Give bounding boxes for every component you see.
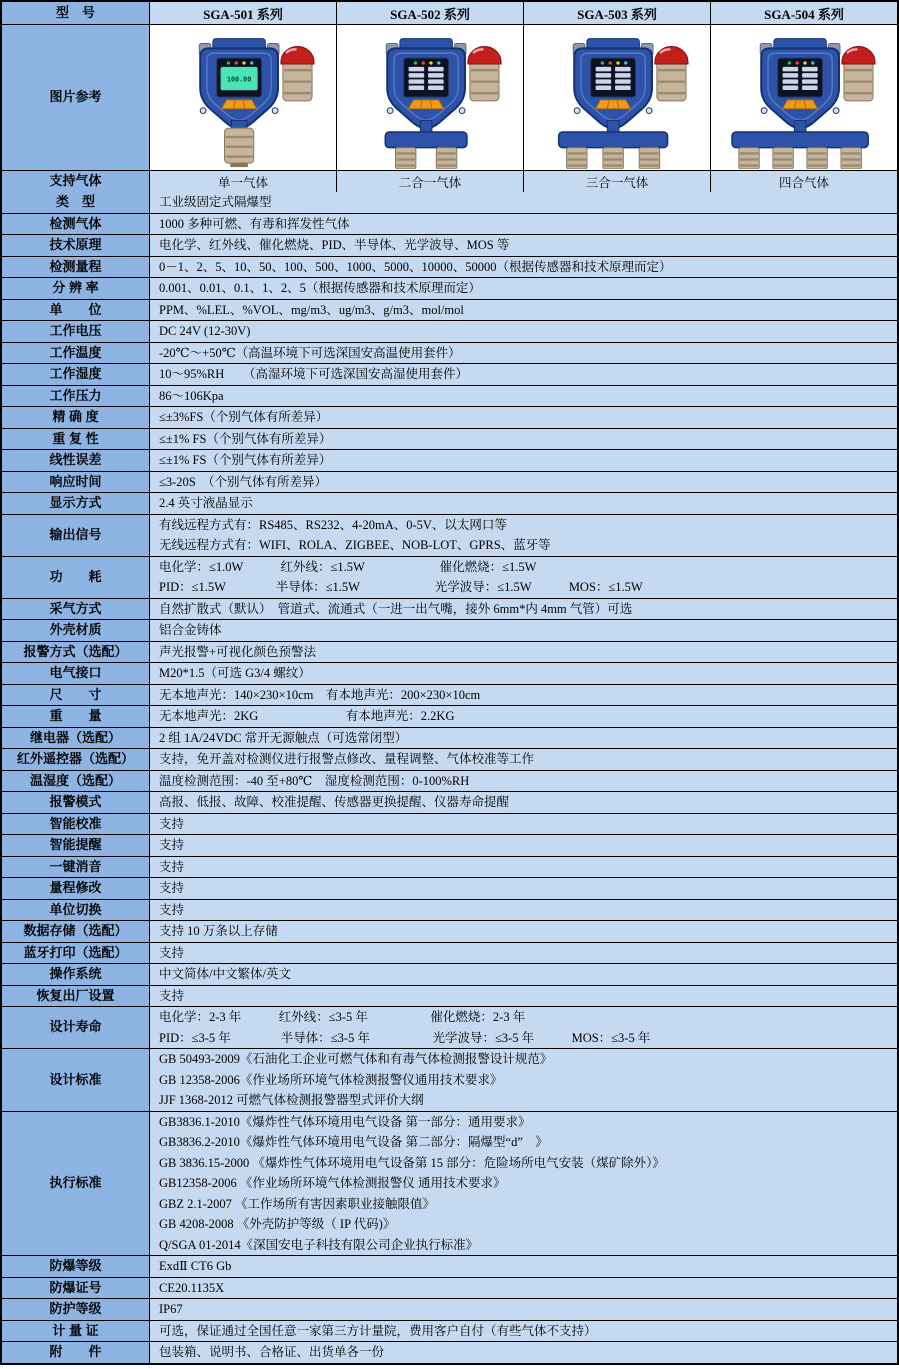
spec-row-14 (2, 492, 897, 514)
spec-row-label: 检测量程 (2, 257, 150, 278)
spec-value-line: -20℃～+50℃（高温环境下可选深国安高温使用套件） (159, 345, 461, 360)
spec-value-line: 无线远程方式有：WIFI、ROLA、ZIGBEE、NOB-LOT、GPRS、蓝牙等 (159, 538, 551, 552)
image-reference-row (2, 24, 897, 170)
spec-row-value (150, 257, 897, 278)
spec-row-value (150, 1007, 897, 1048)
device-illustration (528, 27, 706, 169)
spec-row-label: 数据存储（选配） (2, 921, 150, 942)
spec-value-line: GB 4208-2008 《外壳防护等级（ IP 代码)》 (159, 1217, 396, 1231)
spec-row-value (150, 1112, 897, 1256)
spec-row-label: 计 量 证 (2, 1321, 150, 1342)
spec-row-32 (2, 920, 897, 942)
spec-row-label: 温湿度（选配） (2, 771, 150, 792)
spec-row-25 (2, 770, 897, 792)
gas-type-sga-503: 三合一气体 (524, 171, 711, 192)
spec-value-line: Q/SGA 01-2014《深国安电子科技有限公司企业执行标准》 (159, 1237, 479, 1252)
spec-row-29 (2, 856, 897, 878)
spec-row-value (150, 663, 897, 684)
spec-value-line: 支持 10 万条以上存储 (159, 924, 278, 938)
row-label-supported-gas: 支持气体 (2, 171, 150, 192)
spec-value-line: GB 12358-2006《作业场所环境气体检测报警仪通用技术要求》 (159, 1072, 503, 1087)
spec-row-value (150, 706, 897, 727)
spec-row-label: 线性误差 (2, 450, 150, 471)
spec-row-value (150, 515, 897, 556)
spec-value-line: 86～106Kpa (159, 388, 224, 403)
spec-row-6 (2, 320, 897, 342)
spec-row-value (150, 1342, 897, 1363)
spec-row-23 (2, 727, 897, 749)
spec-row-label: 智能提醒 (2, 835, 150, 856)
spec-row-value (150, 450, 897, 471)
spec-row-43 (2, 1341, 897, 1363)
spec-row-value (150, 1049, 897, 1111)
spec-row-41 (2, 1298, 897, 1320)
spec-row-0 (2, 192, 897, 213)
spec-value-line: IP67 (159, 1302, 183, 1316)
spec-row-value (150, 943, 897, 964)
spec-value-line: 中文简体/中文繁体/英文 (159, 967, 291, 981)
spec-row-label: 防护等级 (2, 1299, 150, 1320)
spec-value-line: 支持，免开盖对检测仪进行报警点修改、量程调整、气体校准等工作 (159, 752, 535, 766)
spec-value-line: 包装箱、说明书、合格证、出货单各一份 (159, 1345, 385, 1359)
spec-row-value (150, 321, 897, 342)
spec-row-value (150, 192, 897, 213)
spec-row-19 (2, 641, 897, 663)
spec-rows-container (2, 192, 897, 1363)
spec-row-label: 响应时间 (2, 472, 150, 493)
spec-row-label: 单 位 (2, 300, 150, 321)
spec-value-line: CE20.1135X (159, 1280, 225, 1295)
spec-row-label: 电气接口 (2, 663, 150, 684)
spec-row-4 (2, 277, 897, 299)
row-label-model: 型 号 (2, 2, 150, 24)
spec-row-value (150, 1299, 897, 1320)
spec-value-line: GB3836.2-2010《爆炸性气体环境用电气设备 第二部分：隔爆型“d” 》 (159, 1135, 548, 1149)
spec-row-label: 量程修改 (2, 878, 150, 899)
spec-row-value (150, 792, 897, 813)
spec-row-value (150, 557, 897, 598)
supported-gas-row (2, 170, 897, 192)
spec-row-label: 尺 寸 (2, 685, 150, 706)
spec-value-line: 支持 (159, 881, 185, 895)
spec-value-line: ExdⅡ CT6 Gb (159, 1259, 232, 1273)
spec-row-label: 单位切换 (2, 900, 150, 921)
spec-row-value (150, 986, 897, 1007)
gas-type-sga-502: 二合一气体 (337, 171, 524, 192)
spec-row-33 (2, 942, 897, 964)
spec-row-15 (2, 514, 897, 556)
spec-row-value (150, 429, 897, 450)
spec-row-label: 工作电压 (2, 321, 150, 342)
spec-value-line: 可选，保证通过全国任意一家第三方计量院，费用客户自付（有些气体不支持） (159, 1323, 597, 1338)
row-label-image-reference: 图片参考 (2, 25, 150, 170)
spec-row-value (150, 407, 897, 428)
spec-value-line: JJF 1368-2012 可燃气体检测报警器型式评价大纲 (159, 1093, 424, 1107)
spec-row-label: 报警方式（选配） (2, 642, 150, 663)
spec-row-value (150, 728, 897, 749)
spec-row-24 (2, 748, 897, 770)
spec-row-value (150, 620, 897, 641)
spec-row-value (150, 900, 897, 921)
device-image-sga-503 (524, 25, 711, 170)
spec-row-39 (2, 1255, 897, 1277)
spec-value-line: 支持 (159, 902, 185, 917)
spec-value-line: 2.4 英寸液晶显示 (159, 496, 253, 510)
spec-row-value (150, 1321, 897, 1342)
spec-row-value (150, 1256, 897, 1277)
spec-row-value (150, 599, 897, 620)
spec-row-label: 附 件 (2, 1342, 150, 1363)
spec-row-value (150, 749, 897, 770)
spec-value-line: 无本地声光：2KG 有本地声光：2.2KG (159, 709, 455, 723)
spec-value-line: 1000 多种可燃、有毒和挥发性气体 (159, 216, 350, 231)
spec-value-line: M20*1.5（可选 G3/4 螺纹） (159, 666, 311, 680)
model-header-sga-502: SGA-502 系列 (337, 2, 524, 24)
spec-row-7 (2, 342, 897, 364)
spec-row-value (150, 878, 897, 899)
spec-row-36 (2, 1006, 897, 1048)
spec-row-value (150, 472, 897, 493)
spec-row-30 (2, 877, 897, 899)
spec-row-label: 工作温度 (2, 343, 150, 364)
spec-row-26 (2, 791, 897, 813)
spec-row-value (150, 214, 897, 235)
spec-row-label: 工作压力 (2, 386, 150, 407)
spec-value-line: 自然扩散式（默认） 管道式、流通式（一进一出气嘴，接外 6mm*内 4mm 气管）可选 (159, 601, 633, 616)
spec-row-value (150, 300, 897, 321)
spec-value-line: 无本地声光：140×230×10cm 有本地声光：200×230×10cm (159, 687, 481, 702)
spec-row-label: 类 型 (2, 192, 150, 213)
spec-value-line: GB 3836.15-2000 《爆炸性气体环境用电气设备第 15 部分：危险场所电气安装（煤矿除外）》 (159, 1155, 665, 1170)
spec-value-line: 0－1、2、5、10、50、100、500、1000、5000、10000、50000（根据传感器和技术原理而定） (159, 259, 672, 274)
spec-row-label: 分 辨 率 (2, 278, 150, 299)
spec-row-label: 外壳材质 (2, 620, 150, 641)
device-illustration (154, 27, 332, 169)
spec-row-42 (2, 1320, 897, 1342)
spec-row-label: 报警模式 (2, 792, 150, 813)
spec-row-label: 一键消音 (2, 857, 150, 878)
spec-row-label: 红外遥控器（选配） (2, 749, 150, 770)
spec-row-value (150, 814, 897, 835)
spec-row-value (150, 835, 897, 856)
spec-row-value (150, 921, 897, 942)
spec-value-line: ≤±1% FS（个别气体有所差异） (159, 453, 332, 467)
spec-value-line: GB 50493-2009《石油化工企业可燃气体和有毒气体检测报警设计规范》 (159, 1052, 553, 1066)
spec-row-1 (2, 213, 897, 235)
spec-row-label: 防爆等级 (2, 1256, 150, 1277)
spec-row-3 (2, 256, 897, 278)
device-image-sga-501 (150, 25, 337, 170)
spec-row-27 (2, 813, 897, 835)
spec-value-line: 工业级固定式隔爆型 (159, 195, 272, 209)
spec-value-line: 温度检测范围：-40 至+80℃ 湿度检测范围：0-100%RH (159, 773, 470, 788)
spec-row-label: 工作湿度 (2, 364, 150, 385)
spec-row-21 (2, 684, 897, 706)
spec-row-value (150, 493, 897, 514)
spec-row-label: 执行标准 (2, 1112, 150, 1256)
spec-value-line: 10～95%RH （高湿环境下可选深国安高湿使用套件） (159, 367, 469, 381)
spec-row-9 (2, 385, 897, 407)
spec-value-line: GB3836.1-2010《爆炸性气体环境用电气设备 第一部分：通用要求》 (159, 1114, 531, 1129)
spec-value-line: ≤±3%FS（个别气体有所差异） (159, 410, 329, 424)
spec-row-label: 设计标准 (2, 1049, 150, 1111)
spec-row-label: 蓝牙打印（选配） (2, 943, 150, 964)
spec-row-label: 继电器（选配） (2, 728, 150, 749)
spec-row-value (150, 771, 897, 792)
spec-row-11 (2, 428, 897, 450)
spec-value-line: 铝合金铸体 (159, 623, 222, 637)
spec-row-2 (2, 234, 897, 256)
spec-value-line: ≤3-20S （个别气体有所差异） (159, 474, 327, 489)
spec-value-line: 高报、低报、故障、校准提醒、传感器更换提醒、仪器寿命提醒 (159, 795, 510, 809)
device-illustration (341, 27, 519, 169)
spec-value-line: 有线远程方式有：RS485、RS232、4-20mA、0-5V、以太网口等 (159, 517, 507, 532)
model-header-row (2, 2, 897, 24)
spec-value-line: PID：≤3-5 年 半导体：≤3-5 年 光学波导：≤3-5 年 MOS：≤3-5 年 (159, 1030, 651, 1045)
spec-row-20 (2, 662, 897, 684)
spec-row-34 (2, 963, 897, 985)
spec-row-22 (2, 705, 897, 727)
spec-value-line: 电化学：2-3 年 红外线：≤3-5 年 催化燃烧：2-3 年 (159, 1010, 526, 1024)
spec-value-line: 支持 (159, 838, 185, 852)
spec-row-value (150, 685, 897, 706)
spec-value-line: 2 组 1A/24VDC 常开无源触点（可选常闭型） (159, 730, 408, 745)
spec-row-value (150, 857, 897, 878)
spec-row-label: 重 复 性 (2, 429, 150, 450)
spec-row-label: 精 确 度 (2, 407, 150, 428)
spec-row-value (150, 642, 897, 663)
spec-row-38 (2, 1111, 897, 1256)
spec-row-13 (2, 471, 897, 493)
svg-text:100.00: 100.00 (226, 74, 252, 83)
spec-row-label: 技术原理 (2, 235, 150, 256)
spec-row-value (150, 343, 897, 364)
spec-row-8 (2, 363, 897, 385)
gas-type-sga-501: 单一气体 (150, 171, 337, 192)
model-header-sga-501: SGA-501 系列 (150, 2, 337, 24)
spec-row-label: 输出信号 (2, 515, 150, 556)
spec-row-16 (2, 556, 897, 598)
spec-value-line: 支持 (159, 859, 185, 874)
spec-row-label: 重 量 (2, 706, 150, 727)
spec-value-line: PPM、%LEL、%VOL、mg/m3、ug/m3、g/m3、mol/mol (159, 302, 464, 317)
spec-row-value (150, 364, 897, 385)
spec-row-label: 防爆证号 (2, 1278, 150, 1299)
spec-row-value (150, 235, 897, 256)
spec-value-line: GB12358-2006 《作业场所环境气体检测报警仪 通用技术要求》 (159, 1176, 506, 1190)
spec-row-37 (2, 1048, 897, 1111)
spec-value-line: DC 24V (12-30V) (159, 324, 251, 338)
spec-row-value (150, 278, 897, 299)
device-image-sga-502 (337, 25, 524, 170)
spec-row-label: 恢复出厂设置 (2, 986, 150, 1007)
spec-row-label: 智能校准 (2, 814, 150, 835)
spec-row-label: 功 耗 (2, 557, 150, 598)
spec-value-line: 支持 (159, 945, 185, 960)
spec-row-17 (2, 598, 897, 620)
spec-value-line: PID：≤1.5W 半导体：≤1.5W 光学波导：≤1.5W MOS：≤1.5W (159, 580, 643, 594)
spec-row-value (150, 964, 897, 985)
spec-value-line: ≤±1% FS（个别气体有所差异） (159, 431, 332, 446)
spec-row-28 (2, 834, 897, 856)
spec-row-18 (2, 619, 897, 641)
spec-row-35 (2, 985, 897, 1007)
spec-row-value (150, 386, 897, 407)
spec-row-label: 操作系统 (2, 964, 150, 985)
spec-value-line: 支持 (159, 988, 185, 1003)
spec-value-line: 声光报警+可视化颜色预警法 (159, 644, 317, 659)
device-illustration (715, 27, 893, 169)
spec-row-5 (2, 299, 897, 321)
spec-row-label: 检测气体 (2, 214, 150, 235)
model-header-sga-504: SGA-504 系列 (711, 2, 897, 24)
spec-row-value (150, 1278, 897, 1299)
spec-row-label: 采气方式 (2, 599, 150, 620)
spec-row-10 (2, 406, 897, 428)
spec-value-line: 电化学：≤1.0W 红外线：≤1.5W 催化燃烧：≤1.5W (159, 559, 537, 574)
model-header-sga-503: SGA-503 系列 (524, 2, 711, 24)
spec-row-label: 设计寿命 (2, 1007, 150, 1048)
spec-row-40 (2, 1277, 897, 1299)
spec-row-label: 显示方式 (2, 493, 150, 514)
spec-value-line: 0.001、0.01、0.1、1、2、5（根据传感器和技术原理而定） (159, 281, 481, 295)
spec-value-line: GBZ 2.1-2007 《工作场所有害因素职业接触限值》 (159, 1196, 436, 1211)
gas-type-sga-504: 四合气体 (711, 171, 897, 192)
spec-value-line: 电化学、红外线、催化燃烧、PID、半导体、光学波导、MOS 等 (159, 238, 510, 252)
spec-value-line: 支持 (159, 816, 185, 831)
spec-row-31 (2, 899, 897, 921)
spec-row-12 (2, 449, 897, 471)
device-image-sga-504 (711, 25, 897, 170)
